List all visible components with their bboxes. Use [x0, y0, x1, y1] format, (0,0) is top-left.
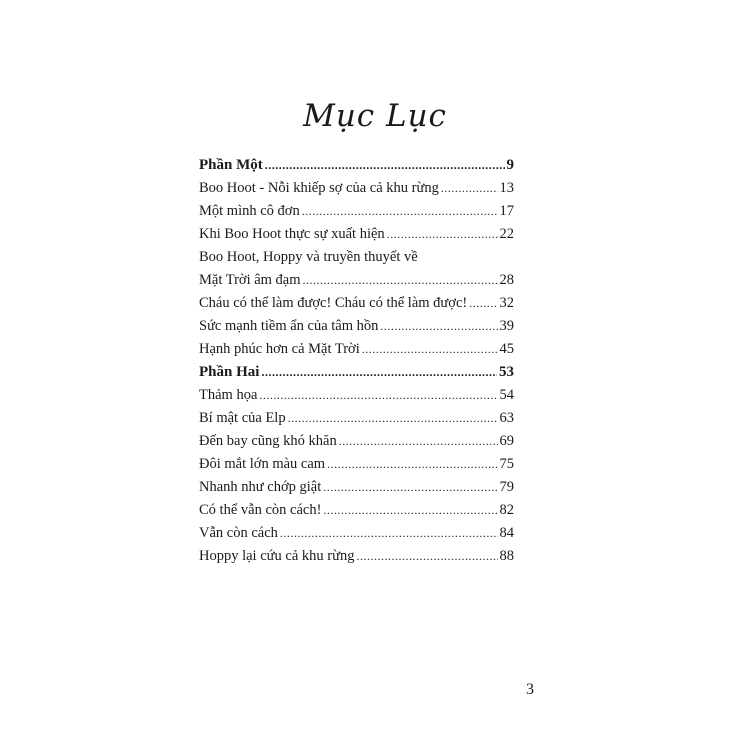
toc-entry-title: Cháu có thể làm được! Cháu có thể làm được!: [199, 295, 468, 311]
leader-dots: [303, 269, 498, 292]
leader-dots: [380, 315, 497, 338]
leader-dots: [323, 476, 497, 499]
toc-entry: [199, 315, 514, 338]
toc-entry-title: Hạnh phúc hơn cả Mặt Trời: [199, 341, 360, 357]
toc-entry: [199, 407, 514, 430]
leader-dots: [362, 338, 498, 361]
toc-entry-page: 84: [499, 525, 514, 541]
toc-entry-title: Đôi mắt lớn màu cam: [199, 456, 326, 472]
toc-entry-title: Boo Hoot - Nỗi khiếp sợ của cả khu rừng: [199, 180, 439, 196]
toc-entry-title: Sức mạnh tiềm ẩn của tâm hồn: [199, 318, 379, 334]
toc-entry-title: Bí mật của Elp: [199, 410, 286, 426]
toc-entry-title: Vẫn còn cách: [199, 525, 278, 541]
toc-entry-page: 54: [499, 387, 514, 403]
leader-dots: [288, 407, 498, 430]
toc-entry-title: Nhanh như chớp giật: [199, 479, 322, 495]
page-number: 3: [526, 681, 534, 698]
toc-entry: [199, 430, 514, 453]
toc-entry: [199, 476, 514, 499]
toc-entry: [199, 269, 514, 292]
toc-entry-title: Thảm họa: [199, 387, 258, 403]
leader-dots: [441, 177, 498, 200]
toc-entry: [199, 545, 514, 568]
toc-entry-title: Phần Hai: [199, 364, 260, 380]
toc-entry: [199, 200, 514, 223]
toc-entry-page: 82: [499, 502, 514, 518]
toc-entry-page: 88: [499, 548, 514, 564]
leader-dots: [387, 223, 498, 246]
toc-entry-page: 79: [499, 479, 514, 495]
toc-entry-page: 28: [499, 272, 514, 288]
leader-dots: [327, 453, 497, 476]
toc-entry-page: 32: [499, 295, 514, 311]
toc-entry-page: 9: [506, 157, 514, 173]
toc-entry: [199, 177, 514, 200]
toc-entry-title: Một mình cô đơn: [199, 203, 300, 219]
toc-entry: [199, 292, 514, 315]
leader-dots: [302, 200, 498, 223]
toc-entry-page: 13: [499, 180, 514, 196]
toc-heading: Mục Lục: [303, 98, 447, 134]
leader-dots: [323, 499, 497, 522]
table-of-contents: [199, 154, 514, 568]
toc-entry-title: Đến bay cũng khó khăn: [199, 433, 337, 449]
toc-entry-title: Phần Một: [199, 157, 263, 173]
leader-dots: [280, 522, 498, 545]
toc-entry-page: 69: [499, 433, 514, 449]
leader-dots: [339, 430, 498, 453]
toc-entry-title: Hoppy lại cứu cả khu rừng: [199, 548, 355, 564]
toc-entry-title: Boo Hoot, Hoppy và truyền thuyết về: [199, 249, 418, 265]
leader-dots: [356, 545, 497, 568]
leader-dots: [259, 384, 497, 407]
toc-entry-part-two: [199, 361, 514, 384]
toc-entry-title: Có thể vẫn còn cách!: [199, 502, 322, 518]
toc-entry: [199, 453, 514, 476]
toc-entry-page: 53: [499, 364, 514, 380]
toc-entry-page: 45: [499, 341, 514, 357]
toc-entry-page: 22: [499, 226, 514, 242]
toc-entry-page: 39: [499, 318, 514, 334]
toc-entry: [199, 499, 514, 522]
toc-entry-part-one: [199, 154, 514, 177]
toc-entry: [199, 338, 514, 361]
leader-dots: [265, 154, 505, 177]
toc-entry-continued: [199, 246, 514, 269]
leader-dots: [261, 361, 497, 384]
toc-entry-page: 63: [499, 410, 514, 426]
toc-entry-page: 17: [499, 203, 514, 219]
toc-entry-page: 75: [499, 456, 514, 472]
toc-entry-title: Mặt Trời âm đạm: [199, 272, 301, 288]
toc-entry-title: Khi Boo Hoot thực sự xuất hiện: [199, 226, 385, 242]
leader-dots: [469, 292, 497, 315]
toc-entry: [199, 223, 514, 246]
toc-entry: [199, 522, 514, 545]
toc-entry: [199, 384, 514, 407]
